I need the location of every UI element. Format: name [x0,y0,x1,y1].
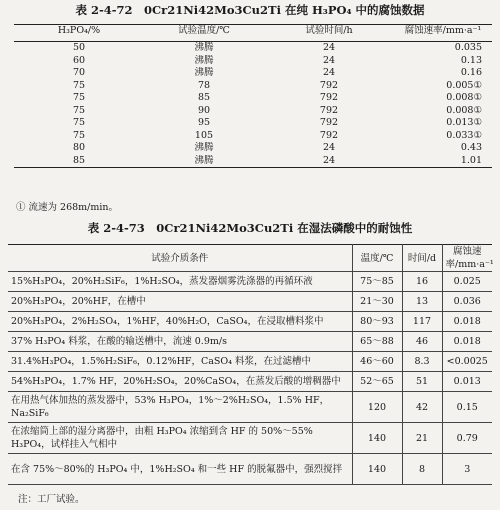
table1-cell: 0.13 [460,54,482,66]
table2-header-cell: 温度/℃ [352,245,402,272]
table2-cell: 3 [442,454,492,485]
table1-cell: 105 [194,129,214,141]
table1-cell: 90 [197,104,211,116]
table1-cell: 0.16 [460,67,482,78]
table2-row [8,312,492,332]
table1-row [14,117,492,130]
table2-row [8,272,492,292]
table2-cell: 8.3 [402,352,442,372]
table2-condition-cell: 在浓缩筒上部的湿分离器中，由粗 H₃PO₄ 浓缩到含 HF 的 50%～55% H₃PO₄，试样挂入气相中 [8,423,352,454]
table1-cell: 792 [319,92,339,103]
table2-condition-cell: 在用热气体加热的蒸发器中，53% H₃PO₄，1%～2%H₂SO₄，1.5% HF，Na₂SiF₆ [8,392,352,423]
table1-header-row [14,25,492,42]
table2-cell: 80～93 [352,312,402,332]
table2-condition-cell: 15%H₃PO₄，20%H₂SiF₆，1%H₂SO₄，蒸发器烟雾洗涤器的再循环液 [8,272,352,292]
table1-cell: 24 [322,67,336,78]
table1-header-cell: 试验温度/℃ [144,25,264,42]
table2-header-row [8,245,492,272]
table1-cell: 0.008① [446,104,482,116]
table2-condition-cell: 在含 75%～80%的 H₃PO₄ 中，1%H₂SO₄ 和一些 HF 的脱氟器中，强烈搅拌 [8,454,352,485]
table1-cell: 沸腾 [194,42,214,53]
table1-row [14,155,492,168]
table2-cell: 52～65 [352,372,402,392]
table1-row [14,55,492,68]
table1-cell: 沸腾 [194,142,214,153]
table2-row [8,372,492,392]
table1-row [14,142,492,155]
table1-cell: 75 [72,117,86,128]
table2-cell: 140 [352,423,402,454]
table1-cell: 85 [197,92,211,103]
table2-cell: 0.013 [442,372,492,392]
table1-title: 表 2-4-72 0Cr21Ni42Mo3Cu2Ti 在纯 H₃PO₄ 中的腐蚀数据 [75,3,425,17]
table2-footnote: 注：工厂试验。 [18,494,85,505]
table2-condition-cell: 31.4%H₃PO₄，1.5%H₂SiF₆，0.12%HF，CaSO₄ 料浆，在过滤槽中 [8,352,352,372]
table2-cell: 120 [352,392,402,423]
table1-row [14,67,492,80]
table1-row [14,42,492,55]
table2-cell: 42 [402,392,442,423]
table1-row [14,105,492,118]
table2-header-cell: 试验介质条件 [8,245,352,272]
table1-row [14,130,492,143]
table1-cell: 24 [322,54,336,66]
table2-cell: 8 [402,454,442,485]
table1-cell: 24 [322,142,336,153]
table2-cell: 140 [352,454,402,485]
table1-cell: 75 [72,104,86,116]
table1-row [14,80,492,93]
table1-cell: 70 [72,67,86,78]
table2-cell: <0.0025 [442,352,492,372]
table2-header-cell: 腐蚀速率/mm·a⁻¹ [442,245,492,272]
table2-condition-cell: 20%H₃PO₄，2%H₂SO₄，1%HF，40%H₂O，CaSO₄，在浸取槽料浆中 [8,312,352,332]
table2-cell: 75～85 [352,272,402,292]
table1-cell: 60 [72,54,86,66]
table1-cell: 792 [319,79,339,91]
table1-cell: 0.43 [460,142,482,153]
table2-cell: 0.018 [442,312,492,332]
table1-header-cell: H₃PO₄/% [14,25,144,42]
table2-header-cell: 时间/d [402,245,442,272]
table1-cell: 78 [197,79,211,91]
table2-cell: 21 [402,423,442,454]
table2-condition-cell: 20%H₃PO₄，20%HF，在槽中 [8,292,352,312]
table1-cell: 24 [322,154,336,166]
table1-cell: 95 [197,117,211,128]
table2-cell: 117 [402,312,442,332]
table1-cell: 75 [72,79,86,91]
table2-cell: 0.036 [442,292,492,312]
table2-cell: 46 [402,332,442,352]
table1-cell: 792 [319,117,339,128]
table1-cell: 75 [72,129,86,141]
table2-condition-cell: 37% H₃PO₄ 料浆，在酸的输送槽中，流速 0.9m/s [8,332,352,352]
table1 [14,24,492,168]
table2-cell: 0.15 [442,392,492,423]
table1-cell: 80 [72,142,86,153]
table2-cell: 16 [402,272,442,292]
table2-title: 表 2-4-73 0Cr21Ni42Mo3Cu2Ti 在湿法磷酸中的耐蚀性 [87,221,413,235]
table2-row [8,392,492,423]
table1-cell: 0.033① [446,129,482,141]
table1-cell: 792 [319,104,339,116]
table2-cell: 21～30 [352,292,402,312]
table1-cell: 沸腾 [194,67,214,78]
table1-cell: 0.005① [446,79,482,91]
table1-cell: 85 [72,154,86,166]
table1-cell: 0.013① [446,117,482,128]
table1-cell: 0.035 [454,42,482,53]
table2-condition-cell: 54%H₃PO₄，1.7% HF，20%H₂SO₄，20%CaSO₄，在蒸发后酸的增稠器中 [8,372,352,392]
table2-cell: 46～60 [352,352,402,372]
table2-row [8,292,492,312]
table1-cell: 1.01 [460,154,482,166]
table2-row [8,423,492,454]
table1-footnote: ① 流速为 268m/min。 [16,202,119,213]
table2-cell: 0.018 [442,332,492,352]
table2-row [8,332,492,352]
table1-header-cell: 腐蚀速率/mm·a⁻¹ [394,25,492,42]
table2 [8,244,492,485]
table2-cell: 13 [402,292,442,312]
table1-row [14,92,492,105]
table2-cell: 65～88 [352,332,402,352]
table1-cell: 0.008① [446,92,482,103]
table1-cell: 24 [322,42,336,53]
table2-cell: 51 [402,372,442,392]
table1-cell: 75 [72,92,86,103]
table1-cell: 沸腾 [194,54,214,66]
table2-row [8,454,492,485]
table1-cell: 792 [319,129,339,141]
table1-cell: 50 [72,42,86,53]
table2-cell: 0.79 [442,423,492,454]
table1-header-cell: 试验时间/h [264,25,394,42]
table2-cell: 0.025 [442,272,492,292]
table2-row [8,352,492,372]
table1-cell: 沸腾 [194,154,214,166]
